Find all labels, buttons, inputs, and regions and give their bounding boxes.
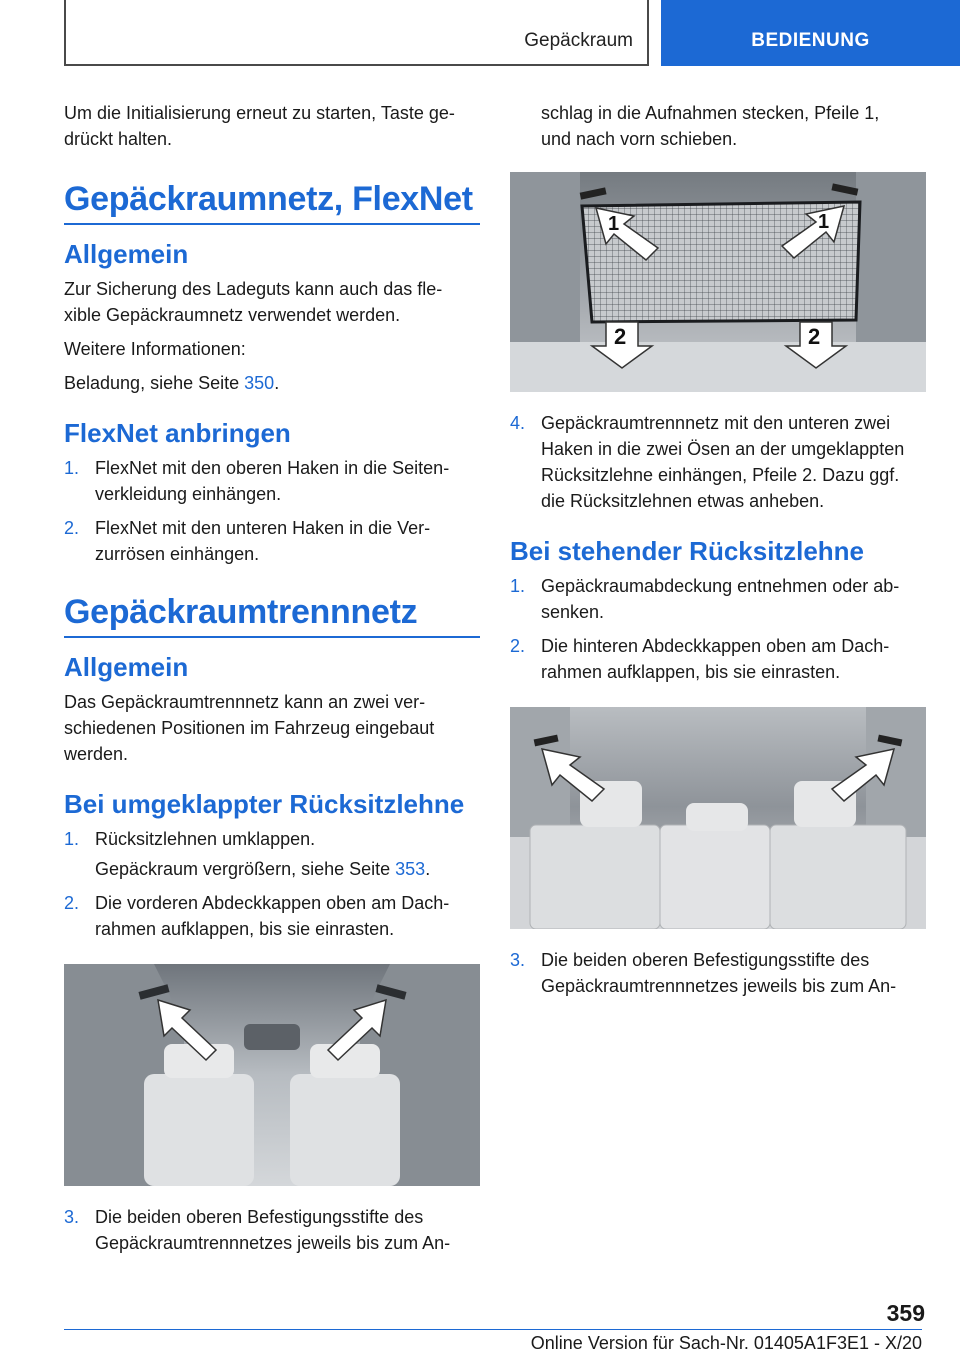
list-item: 1. Rücksitzlehnen umklappen. — [64, 829, 316, 849]
heading-flexnet-attach: FlexNet anbringen — [64, 418, 291, 448]
figure-front-cover-caps — [64, 964, 480, 1186]
figure-net-installed — [510, 172, 926, 392]
list-item: 2. Die hinteren Abdeckkappen oben am Dach- rahmen aufklappen, bis sie einrasten. — [510, 636, 890, 682]
arrow-label-1-right: 1 — [818, 211, 830, 233]
right-column — [510, 100, 926, 1007]
header-chapter-tab — [661, 0, 960, 66]
arrow-label-1-left: 1 — [608, 213, 620, 235]
loading-page-link[interactable]: 350 — [244, 373, 275, 393]
general-2-paragraph: Das Gepäckraumtrennnetz kann an zwei ver- schiedenen Positionen im Fahrzeug eingebaut werden. — [64, 692, 435, 764]
header-section-box — [64, 0, 649, 66]
list-item: 2. Die vorderen Abdeckkappen oben am Dach- rahmen aufklappen, bis sie einrasten. — [64, 893, 450, 939]
figure-rear-cover-caps — [510, 707, 926, 929]
page-number: 359 — [886, 1300, 925, 1326]
list-item: 1. FlexNet mit den oberen Haken in die Seiten- verkleidung einhängen. — [64, 458, 450, 504]
enlarge-reference: Gepäckraum vergrößern, siehe Seite 353. — [95, 859, 431, 879]
intro-paragraph: Um die Initialisierung erneut zu starten, Taste ge- drückt halten. — [64, 103, 455, 149]
arrow-label-2-left: 2 — [614, 324, 627, 349]
heading-upright-backrest: Bei stehender Rücksitzlehne — [510, 536, 864, 566]
header-section-title: Gepäckraum — [524, 30, 633, 51]
loading-reference: Beladung, siehe Seite 350. — [64, 373, 280, 393]
heading-folded-backrest: Bei umgeklappter Rücksitzlehne — [64, 789, 465, 819]
arrow-label-2-right: 2 — [808, 324, 821, 349]
list-item: 3. Die beiden oberen Befestigungsstifte des Gepäckraumtrennnetzes jeweils bis zum An- — [64, 1207, 451, 1253]
heading-general-1: Allgemein — [64, 239, 189, 269]
general-1-paragraph: Zur Sicherung des Ladeguts kann auch das fle- xible Gepäckraumnetz verwendet werden. — [64, 279, 443, 325]
enlarge-page-link[interactable]: 353 — [395, 859, 426, 879]
footer-divider — [64, 1329, 922, 1330]
more-info-label: Weitere Informationen: — [64, 339, 246, 359]
heading-flexnet: Gepäckraumnetz, FlexNet — [64, 180, 480, 225]
list-item: 4. Gepäckraumtrennnetz mit den unteren zwei Haken in die zwei Ösen an der umgeklappten Rücksitzlehne einhängen, Pfeile 2. Dazu ggf. die Rücksitzlehnen etwas anheben. — [510, 413, 905, 511]
header-chapter-title: BEDIENUNG — [751, 30, 870, 51]
continued-paragraph: schlag in die Aufnahmen stecken, Pfeile 1, und nach vorn schieben. — [541, 103, 880, 149]
list-item: 3. Die beiden oberen Befestigungsstifte des Gepäckraumtrennnetzes jeweils bis zum An- — [510, 950, 897, 996]
list-item: 1. Gepäckraumabdeckung entnehmen oder ab- senken. — [510, 576, 900, 622]
heading-general-2: Allgemein — [64, 652, 189, 682]
list-item: 2. FlexNet mit den unteren Haken in die Ver- zurrösen einhängen. — [64, 518, 431, 564]
footer-version-text: Online Version für Sach-Nr. 01405A1F3E1 - X/20 — [530, 1333, 922, 1353]
heading-divider-net: Gepäckraumtrennnetz — [64, 593, 480, 638]
left-column — [64, 100, 480, 1264]
